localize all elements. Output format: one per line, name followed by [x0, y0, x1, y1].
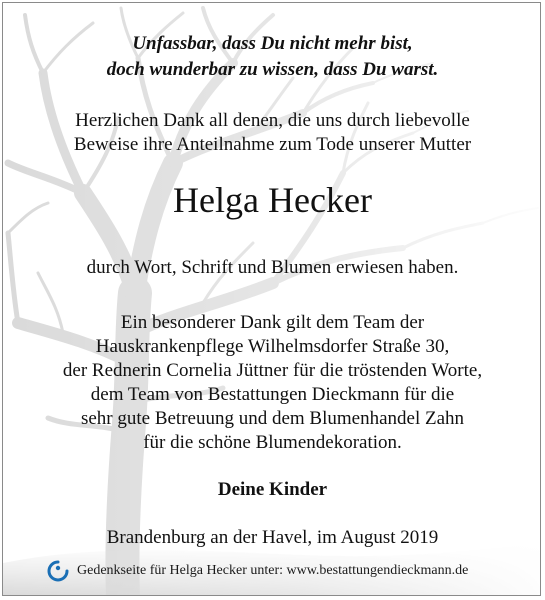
memorial-logo-icon: [47, 560, 69, 582]
motto-line-1: Unfassbar, dass Du nicht mehr bist,: [132, 33, 413, 54]
thanks-means: durch Wort, Schrift und Blumen erwiesen haben.: [86, 257, 459, 278]
thanks-intro-line-1: Herzlichen Dank all denen, die uns durch liebevolle: [75, 110, 470, 131]
obituary-card: [2, 2, 541, 596]
special-thanks-line: dem Team von Bestattungen Dieckmann für die: [90, 384, 455, 405]
memorial-page-link[interactable]: [47, 559, 468, 583]
special-thanks-line: Hauskrankenpflege Wilhelmsdorfer Straße 30,: [95, 336, 450, 357]
special-thanks-line: für die schöne Blumendekoration.: [143, 432, 402, 453]
signature: Deine Kinder: [217, 479, 328, 500]
special-thanks-line: der Rednerin Cornelia Jüttner für die tröstenden Worte,: [62, 360, 483, 381]
special-thanks-line: sehr gute Betreuung und dem Blumenhandel Zahn: [80, 408, 465, 429]
obituary-text: [3, 3, 541, 596]
thanks-intro-line-2: Beweise ihre Anteilnahme zum Tode unserer Mutter: [73, 134, 472, 155]
motto-line-2: doch wunderbar zu wissen, dass Du warst.: [106, 59, 439, 80]
place-date: Brandenburg an der Havel, im August 2019: [106, 527, 439, 548]
deceased-name: Helga Hecker: [173, 180, 372, 220]
memorial-page-text: Gedenkseite für Helga Hecker unter: www.bestattungendieckmann.de: [77, 563, 469, 578]
special-thanks-line: Ein besonderer Dank gilt dem Team der: [120, 312, 425, 333]
